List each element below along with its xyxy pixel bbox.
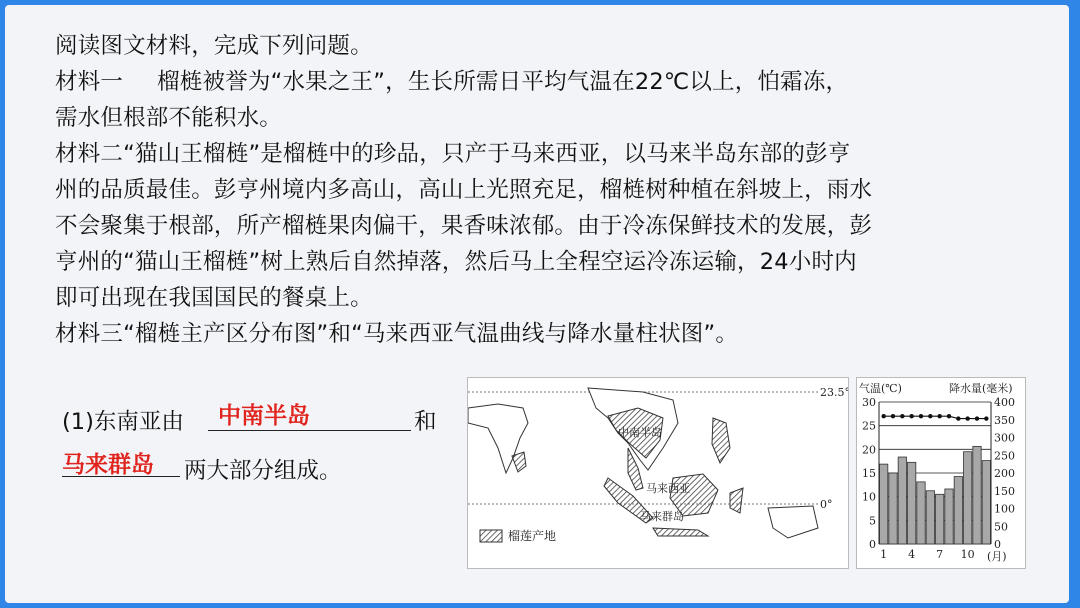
material-two-line5: 即可出现在我国国民的餐桌上。 bbox=[55, 285, 373, 311]
label-archipelago: 马来群岛 bbox=[640, 510, 684, 523]
material-three-line: 材料三“榴梿主产区分布图”和“马来西亚气温曲线与降水量柱状图”。 bbox=[55, 321, 739, 347]
material-one-line1 bbox=[55, 64, 1045, 100]
right-tick-label: 150 bbox=[994, 484, 1015, 498]
x-tick-label: 4 bbox=[908, 548, 916, 561]
material-one-text: 榴梿被誉为“水果之王”，生长所需日平均气温在22℃以上，怕霜冻， bbox=[157, 69, 849, 95]
climate-chart bbox=[856, 377, 1026, 569]
material-text bbox=[55, 28, 1045, 352]
right-tick-label: 50 bbox=[994, 520, 1008, 534]
x-tick-label: 1 bbox=[880, 548, 888, 561]
material-two-line1: 材料二“猫山王榴梿”是榴梿中的珍品，只产于马来西亚，以马来半岛东部的彭亨 bbox=[55, 141, 851, 167]
precip-bar bbox=[908, 462, 916, 544]
legend-label: 榴莲产地 bbox=[508, 529, 557, 543]
right-axis-title: 降水量(毫米) bbox=[949, 382, 1013, 395]
precip-bar bbox=[889, 473, 897, 544]
material-two-line4: 亨州的“猫山王榴梿”树上熟后自然掉落，然后马上全程空运冷冻运输，24小时内 bbox=[55, 249, 857, 275]
left-tick-label: 25 bbox=[862, 419, 876, 433]
precip-bar bbox=[880, 464, 888, 544]
right-tick-label: 200 bbox=[994, 467, 1015, 480]
right-tick-label: 400 bbox=[994, 396, 1015, 409]
map-svg bbox=[468, 378, 848, 568]
temp-line bbox=[884, 416, 987, 418]
precip-bar bbox=[936, 494, 944, 544]
left-tick-label: 15 bbox=[862, 467, 876, 480]
temp-point bbox=[909, 414, 913, 418]
question-suffix: 两大部分组成。 bbox=[184, 458, 342, 484]
answer-1: 中南半岛 bbox=[218, 403, 310, 429]
right-tick-label: 300 bbox=[994, 431, 1015, 445]
temp-point bbox=[881, 414, 885, 418]
temp-point bbox=[975, 416, 979, 420]
intro-line: 阅读图文材料，完成下列问题。 bbox=[55, 33, 373, 59]
temp-point bbox=[965, 416, 969, 420]
temp-point bbox=[900, 414, 904, 418]
left-tick-label: 30 bbox=[862, 396, 876, 409]
right-tick-label: 0 bbox=[994, 538, 1001, 551]
temp-point bbox=[984, 416, 988, 420]
precip-bar bbox=[926, 491, 934, 544]
corner-tab bbox=[1072, 6, 1080, 26]
precip-bar bbox=[973, 446, 981, 544]
sri-lanka-durian bbox=[512, 452, 526, 472]
sulawesi bbox=[730, 488, 743, 513]
lat-top-label: 23.5° bbox=[820, 386, 848, 399]
material-two-line3: 不会聚集于根部，所产榴梿果肉偏干，果香味浓郁。由于冷冻保鲜技术的发展，彭 bbox=[55, 213, 873, 239]
temp-point bbox=[937, 414, 941, 418]
lat-equator-label: 0° bbox=[820, 498, 833, 511]
precip-bar bbox=[917, 482, 925, 544]
philippines bbox=[712, 418, 730, 463]
durian-map bbox=[467, 377, 849, 569]
temp-point bbox=[919, 414, 923, 418]
right-tick-label: 350 bbox=[994, 413, 1015, 427]
left-tick-label: 10 bbox=[862, 490, 876, 504]
x-tick-label: 7 bbox=[936, 548, 944, 561]
x-tick-label: 10 bbox=[960, 548, 975, 561]
material-one-line2: 需水但根部不能积水。 bbox=[55, 105, 283, 131]
left-tick-label: 20 bbox=[862, 443, 876, 457]
legend-swatch bbox=[480, 530, 502, 542]
temp-point bbox=[891, 414, 895, 418]
precip-bar bbox=[954, 477, 962, 544]
right-tick-label: 250 bbox=[994, 449, 1015, 463]
temp-point bbox=[956, 416, 960, 420]
left-axis-title: 气温(℃) bbox=[859, 382, 902, 395]
left-tick-label: 5 bbox=[869, 514, 876, 528]
temp-point bbox=[928, 414, 932, 418]
temp-point bbox=[947, 414, 951, 418]
right-tick-label: 100 bbox=[994, 502, 1015, 516]
question-and: 和 bbox=[414, 409, 437, 435]
question-prefix: (1)东南亚由 bbox=[62, 409, 184, 435]
precip-bar bbox=[945, 489, 953, 544]
answer-blank-1[interactable] bbox=[208, 430, 411, 431]
answer-2: 马来群岛 bbox=[62, 452, 154, 478]
left-tick-label: 0 bbox=[869, 538, 876, 551]
label-indochina: 中南半岛 bbox=[618, 426, 662, 439]
precip-bar bbox=[982, 461, 990, 544]
precip-bar bbox=[898, 457, 906, 544]
material-two-line2: 州的品质最佳。彭亨州境内多高山，高山上光照充足，榴梿树种植在斜坡上，雨水 bbox=[55, 177, 873, 203]
material-one-label: 材料一 bbox=[55, 69, 124, 95]
climate-chart-svg bbox=[857, 378, 1025, 568]
precip-bar bbox=[964, 452, 972, 544]
new-guinea bbox=[768, 506, 818, 538]
label-malaysia: 马来西亚 bbox=[646, 482, 690, 495]
java bbox=[653, 528, 708, 536]
x-axis-unit: (月) bbox=[987, 550, 1007, 563]
